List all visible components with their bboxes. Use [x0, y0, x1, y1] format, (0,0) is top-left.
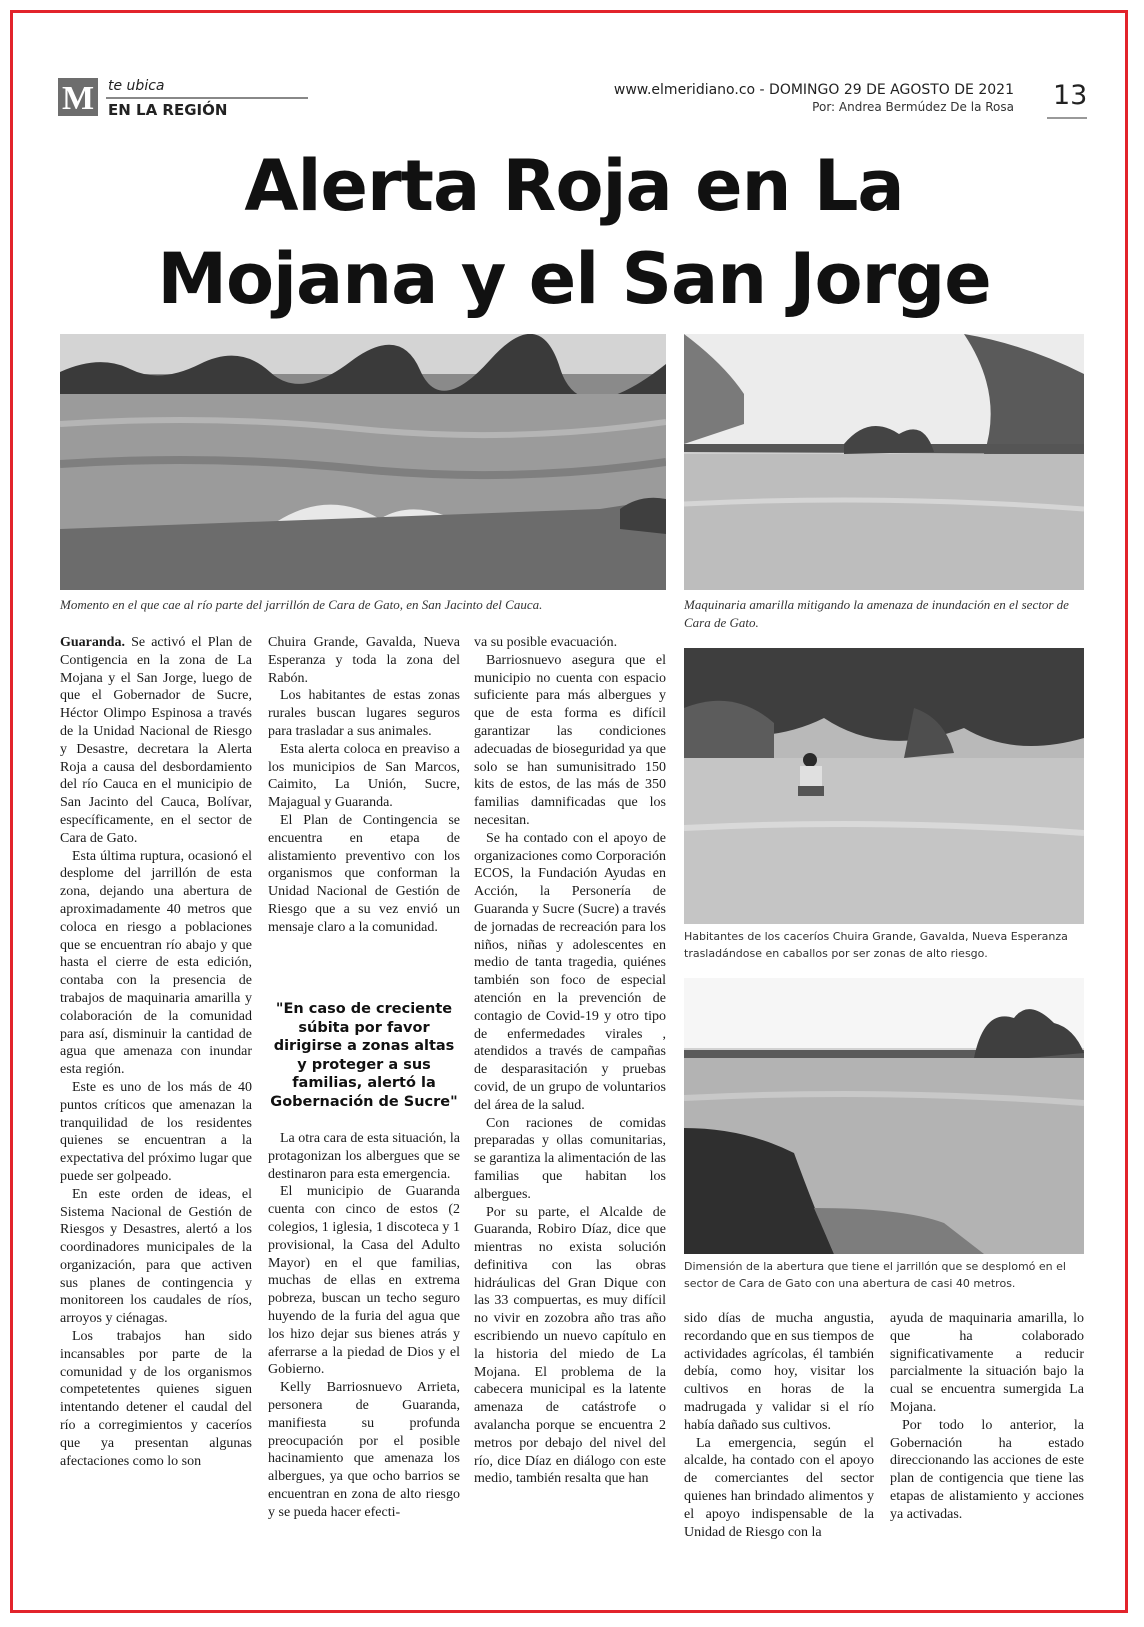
paragraph: sido días de mucha angustia, recordando que en sus tiempos de actividades agrícolas, él también debía, como hoy, visitar los cultivos en horas de la madrugada y validar si el río había dañado sus cultivos. [684, 1311, 874, 1433]
photo-levee-opening [684, 978, 1084, 1254]
main-photo-caption: Momento en el que cae al río parte del jarrillón de Cara de Gato, en San Jacinto del Cauca. [60, 597, 543, 612]
newspaper-logo [58, 78, 98, 116]
paragraph: Los trabajos han sido incansables por parte de la comunidad y de los organismos competetentes quienes siguen intentando detener el caudal del río a corregimientos y caceríos que ya presentan algunas afectaciones como lo son [60, 1329, 252, 1469]
paragraph: La otra cara de esta situación, la protagonizan los albergues que se destinaron para esta emergencia. [268, 1131, 460, 1182]
article-column-2 [268, 634, 460, 937]
article-column-5 [890, 1310, 1084, 1524]
article-column-3 [474, 634, 666, 1488]
photo-machinery-caption: Maquinaria amarilla mitigando la amenaza de inundación en el sector de Cara de Gato. [684, 597, 1069, 630]
photo-villagers-caption: Habitantes de los caceríos Chuira Grande, Gavalda, Nueva Esperanza trasladándose en caballos por ser zonas de alto riesgo. [684, 930, 1068, 961]
byline: Por: Andrea Bermúdez De la Rosa [812, 100, 1014, 114]
headline [60, 140, 1088, 326]
paragraph: Guaranda. Se activó el Plan de Contigencia en la zona de La Mojana y el San Jorge, luego de que el Gobernador de Sucre, Héctor Olimpo Espinosa a través de la Unidad Nacional de Riesgo y Desastre, decretara la Alerta Roja a causa del desbordamiento del río Cauca en el municipio de San Jacinto del Cauca, Bolívar, específicamente, en el sector de Cara de Gato. [60, 635, 252, 846]
paragraph: El Plan de Contingencia se encuentra en etapa de alistamiento preventivo con los organismos que conforman la Unidad Nacional de Gestión de Riesgo que a su vez envió un mensaje claro a la comunidad. [268, 812, 460, 935]
section-name: EN LA REGIÓN [108, 101, 228, 119]
photo-levee-caption: Dimensión de la abertura que tiene el jarrillón que se desplomó en el sector de Cara de Gato con una abertura de casi 40 metros. [684, 1260, 1066, 1291]
photo-villagers-crossing [684, 648, 1084, 924]
paragraph: Con raciones de comidas preparadas y ollas comunitarias, se garantiza la alimentación de las familias que habitan los albergues. [474, 1115, 666, 1202]
paragraph: Chuira Grande, Gavalda, Nueva Esperanza y toda la zona del Rabón. [268, 635, 460, 686]
paragraph: ayuda de maquinaria amarilla, lo que ha colaborado significativamente a reducir parcialmente la situación bajo la cual se encuentra sumergida La Mojana. [890, 1311, 1084, 1415]
paragraph: Por todo lo anterior, la Gobernación ha estado direccionando las acciones de este plan de contigencia que tiene las etapas de alistamiento y acciones ya activadas. [890, 1417, 1084, 1522]
paragraph: Por su parte, el Alcalde de Guaranda, Robiro Díaz, dice que mientras no exista solución definitiva con las obras hidráulicas del Gran Dique con las 33 compuertas, es muy difícil no vivir en zozobra año tras año escribiendo un nuevo capítulo en la historia del miedo de La Mojana. El problema de la cabecera municipal es la latente amenaza de catástrofe o avalancha porque se encuentra 2 metros por debajo del nivel del río, dice Díaz en diálogo con este medio, también resalta que han [474, 1204, 666, 1487]
paragraph: Se ha contado con el apoyo de organizaciones como Corporación ECOS, la Fundación Ayudas en Acción, la Personería de Guaranda y Sucre (Sucre) a través de jornadas de recreación para los niños, niñas y adolescentes en medio de tanta tragedia, quiénes también son foco de especial atención en la prevención de contagio de Covid-19 y otro tipo de enfermedades virales , atendidos a través de campañas de desparasitación y pruebas covid, de un grupo de voluntarios del área de la salud. [474, 830, 666, 1113]
article-column-2-continued [268, 1130, 460, 1522]
paragraph: Este es uno de los más de 40 puntos críticos que amenazan la tranquilidad de los residentes quienes se encuentran a la expectativa del próximo lugar que puede ser golpeado. [60, 1079, 252, 1184]
pull-quote: "En caso de creciente súbita por favor dirigirse a zonas altas y proteger a sus familias, alertó la Gobernación de Sucre" [270, 1001, 458, 1110]
dateline: www.elmeridiano.co - DOMINGO 29 DE AGOSTO DE 2021 [613, 82, 1014, 98]
paragraph: Kelly Barriosnuevo Arrieta, personera de Guaranda, manifiesta su profunda preocupación por el posible hacinamiento que amenaza los albergues, ya que ocho barrios se encuentran en zona de alto riesgo y se pueda hacer efecti- [268, 1380, 460, 1520]
section-divider [106, 97, 308, 99]
headline-line-1: Alerta Roja en La [244, 145, 904, 227]
paragraph: va su posible evacuación. [474, 635, 618, 650]
svg-text:M: M [61, 80, 95, 116]
headline-line-2: Mojana y el San Jorge [157, 238, 991, 321]
article-column-4 [684, 1310, 874, 1541]
article-column-1 [60, 634, 252, 1470]
paragraph: Barriosnuevo asegura que el municipio no cuenta con espacio suficiente para más albergues y que de esta forma es difícil garantizar las condiciones adecuadas de bioseguridad ya que solo se han sumunisitrado 150 kits de estos, de las más de 350 familias damnificadas que los necesitan. [474, 652, 666, 828]
main-photo-river-breach [60, 334, 666, 590]
paragraph: Esta última ruptura, ocasionó el desplome del jarrillón de esta zona, dejando una abertura de aproximadamente 40 metros que coloca en riesgo a poblaciones que se encuentran río abajo y que hasta el cierre de esta edición, contaba con la presencia de trabajos de maquinaria amarilla y colaboración de la comunidad para así, disminuir la cantidad de agua que amenaza con inundar esta región. [60, 848, 252, 1078]
paragraph: La emergencia, según el alcalde, ha contado con el apoyo de comerciantes del sector quienes han brindado alimentos y el apoyo indispensable de la Unidad de Riesgo con la [684, 1435, 874, 1540]
dateline-city: Guaranda. [60, 635, 125, 650]
paragraph: Esta alerta coloca en preaviso a los municipios de San Marcos, Caimito, La Unión, Sucre, Majagual y Guaranda. [268, 741, 460, 811]
paragraph: Los habitantes de estas zonas rurales buscan lugares seguros para trasladar a sus animales. [268, 688, 460, 739]
page-number: 13 [1053, 80, 1088, 111]
page-number-rule [1047, 117, 1087, 119]
paragraph: El municipio de Guaranda cuenta con cinco de estos (2 colegios, 1 iglesia, 1 discoteca y 1 provisional, la Casa del Adulto Mayor) en el que familias, muchas de ellas en extrema pobreza, buscan un techo seguro huyendo de la furia del agua que los hizo dejar sus bienes atrás y aferrarse a la piedad de Dios y el Gobierno. [268, 1184, 460, 1378]
photo-machinery [684, 334, 1084, 590]
paragraph: En este orden de ideas, el Sistema Nacional de Gestión de Riesgos y Desastres, alertó a los coordinadores municipales de la organización, para que activen sus planes de contingencia y monitoreen los caudales de ríos, arroyos y ciénagas. [60, 1186, 252, 1327]
section-label: te ubica [108, 78, 165, 94]
